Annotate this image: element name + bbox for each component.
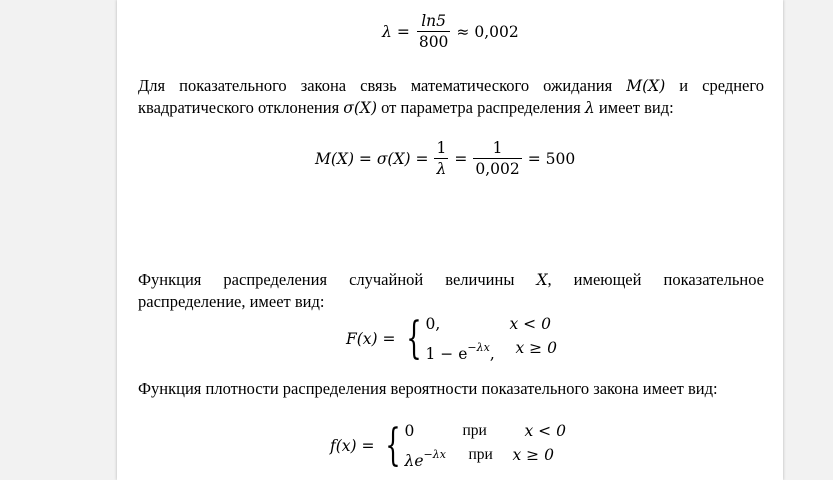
- para1-text-4: имеет вид:: [594, 98, 674, 117]
- para1-text-2: и среднего квадратического отклонения: [138, 76, 764, 117]
- para1-math-sigma: σ(X): [343, 99, 378, 117]
- document-page: [117, 0, 783, 480]
- eq3-case2-exponent: −λx: [467, 341, 490, 354]
- eq2-fraction-1: [434, 138, 448, 179]
- eq4-case-2: [405, 443, 566, 473]
- eq4-case-1: [405, 419, 566, 443]
- eq3-case-2: [426, 336, 557, 366]
- eq2-result: = 500: [527, 149, 576, 168]
- eq1-numerator: ln5: [421, 12, 447, 30]
- eq4-case2-word: при: [468, 446, 493, 463]
- eq1-approx: ≈ 0,002: [456, 22, 519, 41]
- eq3-case1-condition: x < 0: [509, 315, 551, 333]
- eq3-case2-value: 1 − e: [425, 345, 468, 363]
- eq3-lhs: F(x) =: [346, 330, 396, 348]
- para2-math-x: X: [536, 271, 548, 289]
- para3-text: Функция плотности распределения вероятности показательного закона имеет вид:: [138, 379, 718, 398]
- eq2-frac2-numerator: 1: [492, 139, 503, 157]
- para1-text-1: Для показательного закона связь математического ожидания: [138, 76, 627, 95]
- para1-math-lambda: λ: [584, 99, 595, 117]
- eq4-case2-condition: x ≥ 0: [512, 446, 554, 464]
- para1-text-3: от параметра распределения: [377, 98, 585, 117]
- eq2-frac2-denominator: 0,002: [475, 160, 520, 178]
- eq1-lhs: λ: [382, 22, 392, 41]
- eq2-equals: =: [454, 149, 468, 168]
- eq4-case2-exponent: −λx: [423, 448, 446, 461]
- eq4-case1-value: 0: [404, 422, 415, 440]
- eq2-fraction-2: [473, 138, 521, 179]
- eq3-brace: {: [405, 313, 422, 364]
- equation-cdf: [346, 312, 557, 366]
- eq2-frac1-denominator: λ: [436, 160, 447, 178]
- equation-lambda: [382, 11, 519, 52]
- eq4-case1-condition: x < 0: [524, 422, 566, 440]
- eq1-fraction: [417, 11, 451, 52]
- paragraph-relation: [138, 75, 764, 119]
- eq2-lhs: M(X) = σ(X) =: [315, 149, 429, 168]
- eq4-lhs: f(x) =: [330, 437, 375, 455]
- eq3-case2-condition: x ≥ 0: [515, 339, 557, 357]
- para2-text-1: Функция распределения случайной величины: [138, 270, 537, 289]
- eq3-cases: [426, 312, 557, 366]
- eq3-case2-value-group: [426, 336, 516, 366]
- eq2-frac1-numerator: 1: [436, 139, 447, 157]
- eq4-case2-value-group: [405, 443, 469, 473]
- eq4-brace: {: [384, 420, 401, 471]
- equation-expectation: [315, 138, 575, 179]
- equation-pdf: [330, 419, 566, 473]
- eq1-equals: =: [396, 22, 410, 41]
- eq3-case1-value: 0,: [425, 315, 441, 333]
- eq1-denominator: 800: [418, 33, 449, 51]
- paragraph-density-function: [138, 378, 764, 399]
- eq4-cases: [405, 419, 566, 473]
- para1-math-mx: M(X): [626, 77, 666, 95]
- eq3-case2-comma: ,: [489, 345, 495, 363]
- eq3-case-1: [426, 312, 557, 336]
- eq4-case2-value: λe: [404, 452, 424, 470]
- para2-text-2: , имеющей показательное распределение, имеет вид:: [138, 270, 764, 311]
- paragraph-distribution-function: [138, 269, 764, 312]
- eq4-case1-word: при: [462, 422, 487, 439]
